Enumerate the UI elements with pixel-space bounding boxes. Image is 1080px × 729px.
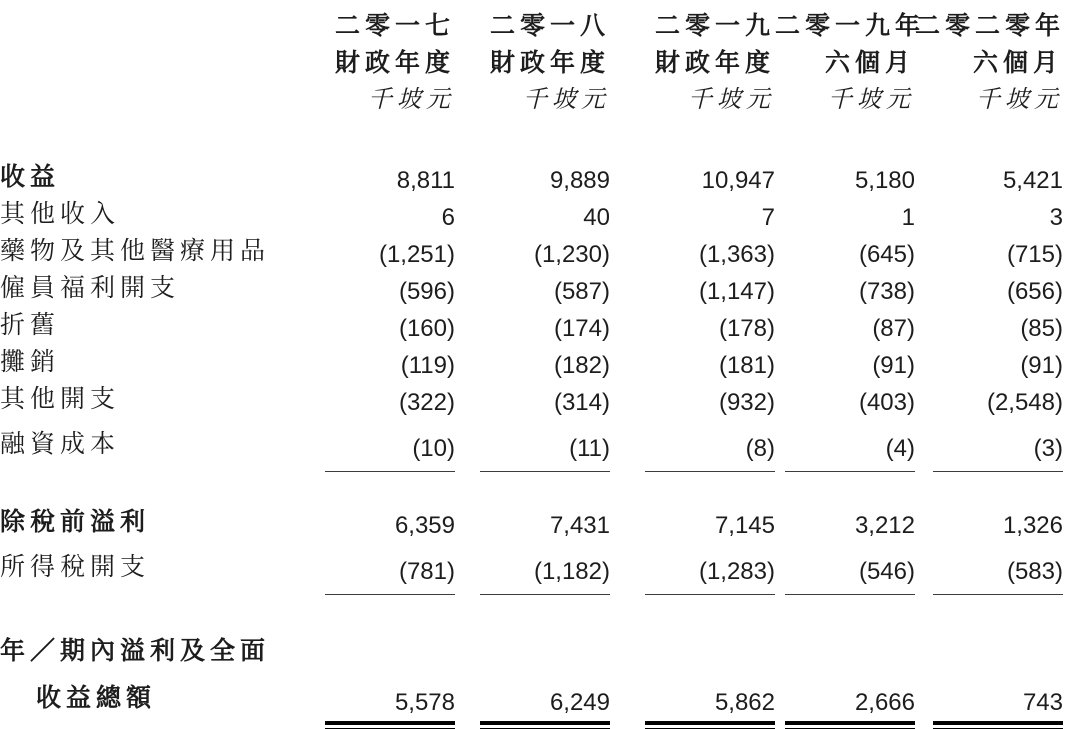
- value-cell: [610, 270, 775, 307]
- value-cell: [610, 418, 775, 472]
- value-cell: [455, 196, 610, 233]
- value-text: (738): [858, 278, 915, 305]
- value-cell: [310, 504, 455, 541]
- value-cell: [455, 504, 610, 541]
- value-cell: [915, 418, 1063, 472]
- value-cell: [610, 196, 775, 233]
- value-cell: [775, 541, 915, 595]
- value-text: 5,421: [1002, 167, 1063, 194]
- value-text: (3): [933, 434, 1063, 472]
- column-header-line2: 財政年度: [654, 49, 775, 77]
- value-text: (11): [480, 434, 610, 472]
- value-cell: [775, 418, 915, 472]
- column-header-unit: 千坡元: [976, 87, 1063, 113]
- value-text: 5,180: [854, 167, 915, 194]
- column-header-line2: 財政年度: [334, 49, 455, 77]
- value-text: (2,548): [986, 389, 1063, 416]
- row-label: 攤銷: [0, 348, 61, 376]
- value-cell: [775, 670, 915, 729]
- column-header-fy2017: [310, 8, 455, 119]
- value-text: (546): [785, 557, 915, 595]
- row-label: 收益: [0, 163, 61, 191]
- value-cell: [775, 196, 915, 233]
- row-label: 收益總額: [36, 684, 157, 712]
- value-cell: [610, 344, 775, 381]
- value-cell: [775, 233, 915, 270]
- value-text: 7,145: [714, 512, 775, 539]
- value-text: (160): [398, 315, 455, 342]
- value-cell: [775, 307, 915, 344]
- value-text: (715): [1006, 241, 1063, 268]
- value-cell: [610, 633, 775, 670]
- row-label: 其他收入: [0, 200, 121, 228]
- value-cell: [915, 307, 1063, 344]
- value-cell: [775, 344, 915, 381]
- column-header-unit: 千坡元: [688, 87, 775, 113]
- value-cell: [610, 541, 775, 595]
- value-text: 5,862: [645, 688, 775, 729]
- value-text: (1,363): [698, 241, 775, 268]
- value-cell: [915, 159, 1063, 196]
- value-cell: [310, 344, 455, 381]
- value-text: 3: [1049, 204, 1063, 231]
- value-cell: [455, 541, 610, 595]
- value-cell: [455, 233, 610, 270]
- value-cell: [455, 270, 610, 307]
- table-row: [0, 344, 1063, 381]
- value-text: (91): [1020, 352, 1063, 379]
- value-cell: [610, 307, 775, 344]
- table-row: [0, 504, 1063, 541]
- value-cell: [610, 670, 775, 729]
- value-text: (1,182): [480, 557, 610, 595]
- table-row: [0, 418, 1063, 472]
- spacer-row: [0, 472, 1063, 504]
- value-cell: [610, 504, 775, 541]
- value-cell: [455, 381, 610, 418]
- value-text: (174): [553, 315, 610, 342]
- value-cell: [455, 159, 610, 196]
- value-text: 10,947: [701, 167, 775, 194]
- column-header-fy2018: [455, 8, 610, 119]
- value-cell: [775, 504, 915, 541]
- value-text: 40: [583, 204, 610, 231]
- value-text: (181): [718, 352, 775, 379]
- value-cell: [610, 233, 775, 270]
- value-text: 6,249: [480, 688, 610, 729]
- value-text: 743: [933, 688, 1063, 729]
- value-cell: [775, 159, 915, 196]
- header-label-spacer: [0, 8, 310, 119]
- value-text: 1: [901, 204, 915, 231]
- table-body: [0, 119, 1063, 729]
- row-label: 藥物及其他醫療用品: [0, 237, 271, 265]
- value-text: 7: [761, 204, 775, 231]
- value-text: (403): [858, 389, 915, 416]
- value-text: (4): [785, 434, 915, 472]
- column-header-6m2019: [775, 8, 926, 119]
- value-text: (932): [718, 389, 775, 416]
- value-text: (1,147): [698, 278, 775, 305]
- value-cell: [915, 670, 1063, 729]
- row-label: 其他開支: [0, 385, 121, 413]
- value-text: (656): [1006, 278, 1063, 305]
- value-text: (596): [398, 278, 455, 305]
- table-row: [0, 196, 1063, 233]
- column-header-line1: 二零一七: [334, 12, 455, 40]
- value-cell: [310, 633, 455, 670]
- header-gap-row: [0, 119, 1063, 159]
- value-cell: [915, 270, 1063, 307]
- value-cell: [915, 633, 1063, 670]
- value-text: (87): [872, 315, 915, 342]
- value-text: (178): [718, 315, 775, 342]
- value-text: 9,889: [549, 167, 610, 194]
- value-text: 3,212: [854, 512, 915, 539]
- value-cell: [775, 633, 915, 670]
- value-cell: [775, 381, 915, 418]
- value-text: (314): [553, 389, 610, 416]
- column-header-fy2019: [610, 8, 775, 119]
- value-cell: [310, 381, 455, 418]
- table-row: [0, 541, 1063, 595]
- row-label: 除稅前溢利: [0, 508, 151, 536]
- value-cell: [310, 541, 455, 595]
- value-cell: [455, 307, 610, 344]
- value-cell: [310, 670, 455, 729]
- table-row: [0, 159, 1063, 196]
- value-cell: [310, 418, 455, 472]
- value-cell: [610, 381, 775, 418]
- value-cell: [915, 233, 1063, 270]
- value-cell: [915, 196, 1063, 233]
- column-header-unit: 千坡元: [368, 87, 455, 113]
- column-header-6m2020: [915, 8, 1066, 119]
- table-row: [0, 270, 1063, 307]
- value-text: (10): [325, 434, 455, 472]
- column-header-unit: 千坡元: [828, 87, 915, 113]
- value-text: (645): [858, 241, 915, 268]
- table-row: [0, 233, 1063, 270]
- value-text: 6: [441, 204, 455, 231]
- value-text: (781): [325, 557, 455, 595]
- column-header-line1: 二零一九: [654, 12, 775, 40]
- row-label: 年／期內溢利及全面: [0, 637, 271, 665]
- value-text: (8): [645, 434, 775, 472]
- value-cell: [310, 159, 455, 196]
- value-cell: [915, 381, 1063, 418]
- value-cell: [310, 196, 455, 233]
- column-header-line1: 二零二零年: [915, 12, 1066, 40]
- value-text: (1,283): [645, 557, 775, 595]
- column-header-line1: 二零一八: [489, 12, 610, 40]
- value-text: (85): [1020, 315, 1063, 342]
- value-text: (1,251): [378, 241, 455, 268]
- row-label: 所得稅開支: [0, 553, 151, 581]
- value-text: (587): [553, 278, 610, 305]
- value-cell: [915, 504, 1063, 541]
- column-header-line1: 二零一九年: [775, 12, 926, 40]
- column-header-line2: 六個月: [972, 49, 1063, 77]
- column-header-unit: 千坡元: [523, 87, 610, 113]
- value-text: (119): [400, 352, 455, 379]
- value-cell: [455, 344, 610, 381]
- table-row: [0, 381, 1063, 418]
- value-cell: [775, 270, 915, 307]
- value-cell: [610, 159, 775, 196]
- value-text: (182): [553, 352, 610, 379]
- table-row: [0, 633, 1063, 670]
- value-text: 8,811: [396, 167, 455, 194]
- spacer-row: [0, 595, 1063, 633]
- column-header-line2: 六個月: [824, 49, 915, 77]
- value-text: 1,326: [1002, 512, 1063, 539]
- value-text: 6,359: [394, 512, 455, 539]
- value-cell: [915, 344, 1063, 381]
- value-cell: [455, 633, 610, 670]
- value-cell: [310, 307, 455, 344]
- financial-table: [0, 8, 1066, 729]
- row-label: 僱員福利開支: [0, 274, 181, 302]
- value-cell: [310, 270, 455, 307]
- value-text: (583): [933, 557, 1063, 595]
- table-row: [0, 670, 1063, 729]
- value-text: (91): [872, 352, 915, 379]
- value-text: 7,431: [549, 512, 610, 539]
- row-label: 融資成本: [0, 430, 121, 458]
- value-cell: [310, 233, 455, 270]
- value-text: (322): [398, 389, 455, 416]
- column-header-line2: 財政年度: [489, 49, 610, 77]
- value-text: 2,666: [785, 688, 915, 729]
- table-header: [0, 8, 1066, 119]
- row-label: 折舊: [0, 311, 61, 339]
- value-text: 5,578: [325, 688, 455, 729]
- value-text: (1,230): [533, 241, 610, 268]
- value-cell: [455, 670, 610, 729]
- value-cell: [915, 541, 1063, 595]
- table-row: [0, 307, 1063, 344]
- value-cell: [455, 418, 610, 472]
